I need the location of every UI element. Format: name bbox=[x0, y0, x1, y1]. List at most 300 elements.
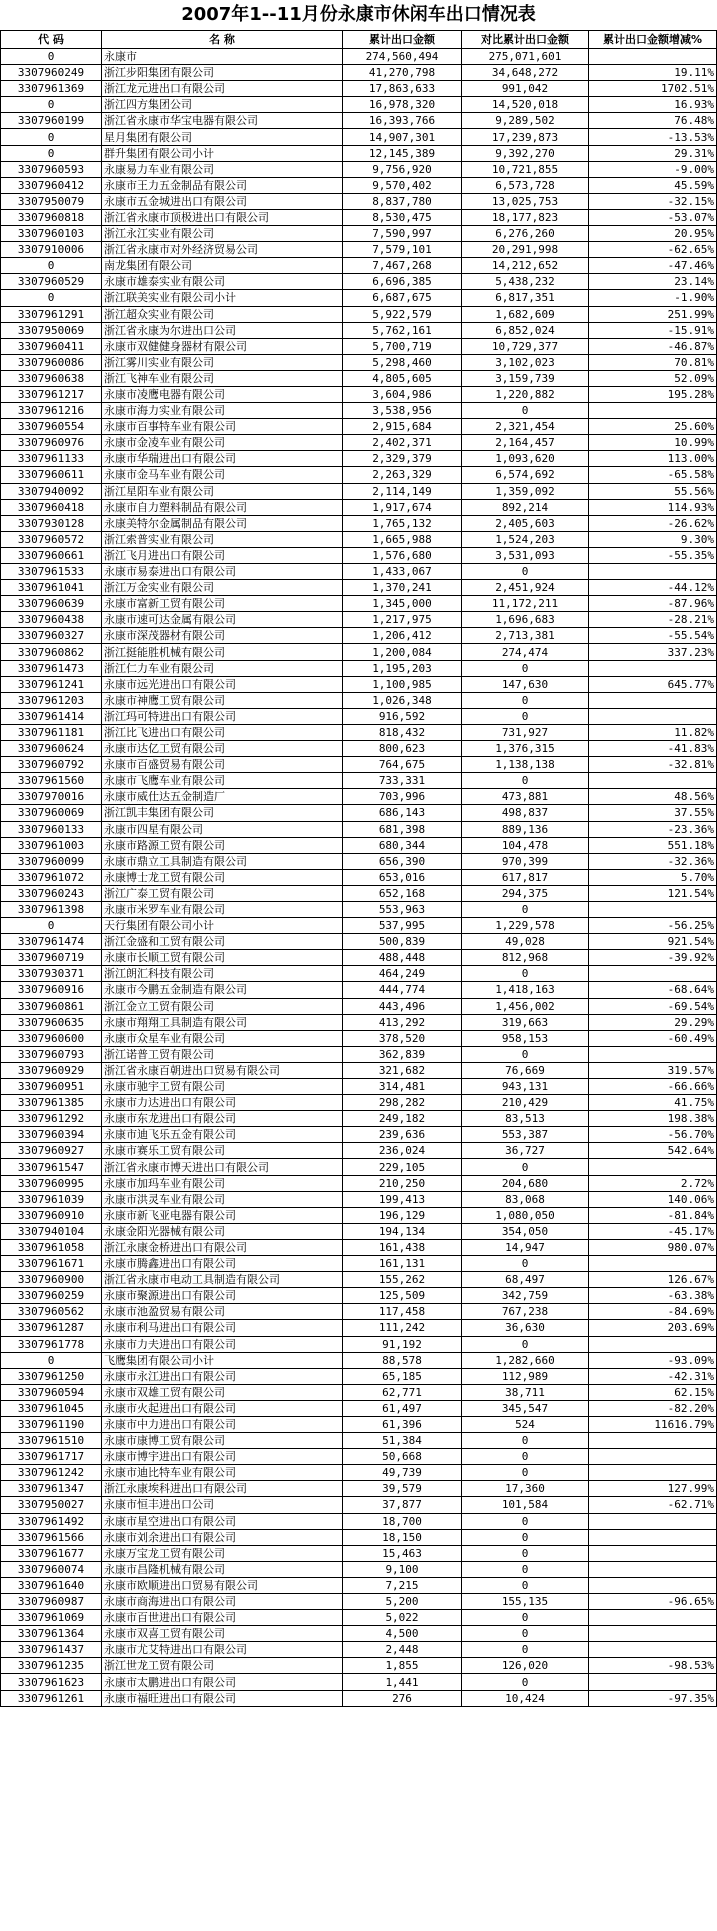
row-change-percent: 29.31% bbox=[589, 145, 717, 161]
row-change-percent: 251.99% bbox=[589, 306, 717, 322]
row-company-name: 永康万宝龙工贸有限公司 bbox=[102, 1545, 343, 1561]
row-comparison-export: 767,238 bbox=[462, 1304, 589, 1320]
row-code: 0 bbox=[1, 129, 102, 145]
row-cumulative-export: 1,195,203 bbox=[343, 660, 462, 676]
table-row bbox=[1, 1191, 717, 1207]
table-row bbox=[1, 161, 717, 177]
row-change-percent: -45.17% bbox=[589, 1223, 717, 1239]
row-code: 3307961671 bbox=[1, 1256, 102, 1272]
table-row bbox=[1, 1288, 717, 1304]
table-row bbox=[1, 1626, 717, 1642]
table-row bbox=[1, 1384, 717, 1400]
table-row bbox=[1, 1143, 717, 1159]
table-row bbox=[1, 1416, 717, 1432]
row-cumulative-export: 818,432 bbox=[343, 724, 462, 740]
row-cumulative-export: 1,370,241 bbox=[343, 580, 462, 596]
row-cumulative-export: 17,863,633 bbox=[343, 81, 462, 97]
table-row bbox=[1, 869, 717, 885]
row-company-name: 永康市博宇进出口有限公司 bbox=[102, 1449, 343, 1465]
row-company-name: 永康市翔翔工具制造有限公司 bbox=[102, 1014, 343, 1030]
row-comparison-export: 0 bbox=[462, 773, 589, 789]
table-row bbox=[1, 306, 717, 322]
row-code: 3307930128 bbox=[1, 515, 102, 531]
row-cumulative-export: 274,560,494 bbox=[343, 49, 462, 65]
row-cumulative-export: 4,500 bbox=[343, 1626, 462, 1642]
row-code: 3307961039 bbox=[1, 1191, 102, 1207]
table-row bbox=[1, 354, 717, 370]
row-change-percent: -56.25% bbox=[589, 918, 717, 934]
row-change-percent: 542.64% bbox=[589, 1143, 717, 1159]
table-row bbox=[1, 1320, 717, 1336]
row-company-name: 永康市永江进出口有限公司 bbox=[102, 1368, 343, 1384]
table-row bbox=[1, 692, 717, 708]
row-change-percent: -66.66% bbox=[589, 1079, 717, 1095]
row-cumulative-export: 5,022 bbox=[343, 1610, 462, 1626]
row-company-name: 浙江永江实业有限公司 bbox=[102, 226, 343, 242]
row-company-name: 浙江索普实业有限公司 bbox=[102, 531, 343, 547]
row-cumulative-export: 125,509 bbox=[343, 1288, 462, 1304]
row-code: 3307960593 bbox=[1, 161, 102, 177]
row-company-name: 永康市洪灵车业有限公司 bbox=[102, 1191, 343, 1207]
header-comparison-export: 对比累计出口金额 bbox=[462, 31, 589, 49]
row-cumulative-export: 50,668 bbox=[343, 1449, 462, 1465]
row-change-percent: -47.46% bbox=[589, 258, 717, 274]
row-code: 3307960259 bbox=[1, 1288, 102, 1304]
row-change-percent: 645.77% bbox=[589, 676, 717, 692]
row-code: 3307960074 bbox=[1, 1561, 102, 1577]
row-comparison-export: 0 bbox=[462, 1561, 589, 1577]
row-cumulative-export: 6,687,675 bbox=[343, 290, 462, 306]
row-code: 3307960594 bbox=[1, 1384, 102, 1400]
row-change-percent: 19.11% bbox=[589, 65, 717, 81]
row-cumulative-export: 686,143 bbox=[343, 805, 462, 821]
row-change-percent bbox=[589, 1046, 717, 1062]
row-change-percent: 20.95% bbox=[589, 226, 717, 242]
row-company-name: 浙江永康埃科进出口有限公司 bbox=[102, 1481, 343, 1497]
row-cumulative-export: 378,520 bbox=[343, 1030, 462, 1046]
row-code: 3307961473 bbox=[1, 660, 102, 676]
row-comparison-export: 34,648,272 bbox=[462, 65, 589, 81]
row-change-percent bbox=[589, 692, 717, 708]
table-row bbox=[1, 1690, 717, 1706]
row-company-name: 南龙集团有限公司 bbox=[102, 258, 343, 274]
row-change-percent: 127.99% bbox=[589, 1481, 717, 1497]
row-company-name: 永康市迪比特车业有限公司 bbox=[102, 1465, 343, 1481]
row-change-percent: -55.54% bbox=[589, 628, 717, 644]
row-cumulative-export: 9,570,402 bbox=[343, 177, 462, 193]
row-comparison-export: 2,164,457 bbox=[462, 435, 589, 451]
row-code: 3307960635 bbox=[1, 1014, 102, 1030]
table-row bbox=[1, 676, 717, 692]
row-company-name: 永康市福旺进出口有限公司 bbox=[102, 1690, 343, 1706]
row-code: 3307960099 bbox=[1, 853, 102, 869]
row-code: 3307960995 bbox=[1, 1175, 102, 1191]
table-row bbox=[1, 1030, 717, 1046]
table-row bbox=[1, 129, 717, 145]
row-code: 3307960638 bbox=[1, 370, 102, 386]
table-row bbox=[1, 982, 717, 998]
row-cumulative-export: 49,739 bbox=[343, 1465, 462, 1481]
row-comparison-export: 1,524,203 bbox=[462, 531, 589, 547]
row-comparison-export: 275,071,601 bbox=[462, 49, 589, 65]
row-code: 3307930371 bbox=[1, 966, 102, 982]
row-comparison-export: 2,321,454 bbox=[462, 419, 589, 435]
row-change-percent: -56.70% bbox=[589, 1127, 717, 1143]
table-row bbox=[1, 724, 717, 740]
row-code: 3307960927 bbox=[1, 1143, 102, 1159]
row-comparison-export: 6,852,024 bbox=[462, 322, 589, 338]
row-comparison-export: 345,547 bbox=[462, 1400, 589, 1416]
row-company-name: 浙江飞神车业有限公司 bbox=[102, 370, 343, 386]
table-row bbox=[1, 1674, 717, 1690]
row-code: 3307960529 bbox=[1, 274, 102, 290]
row-code: 0 bbox=[1, 918, 102, 934]
row-cumulative-export: 1,441 bbox=[343, 1674, 462, 1690]
table-row bbox=[1, 1545, 717, 1561]
row-change-percent: -9.00% bbox=[589, 161, 717, 177]
row-company-name: 浙江省永康市对外经济贸易公司 bbox=[102, 242, 343, 258]
row-company-name: 永康市凌鹰电器有限公司 bbox=[102, 386, 343, 402]
table-row bbox=[1, 1304, 717, 1320]
row-comparison-export: 553,387 bbox=[462, 1127, 589, 1143]
row-comparison-export: 473,881 bbox=[462, 789, 589, 805]
row-change-percent: 980.07% bbox=[589, 1239, 717, 1255]
row-company-name: 浙江仁力车业有限公司 bbox=[102, 660, 343, 676]
row-code: 3307960916 bbox=[1, 982, 102, 998]
row-change-percent: -60.49% bbox=[589, 1030, 717, 1046]
row-change-percent bbox=[589, 1159, 717, 1175]
row-code: 3307961190 bbox=[1, 1416, 102, 1432]
row-change-percent: -81.84% bbox=[589, 1207, 717, 1223]
table-row bbox=[1, 773, 717, 789]
row-cumulative-export: 1,200,084 bbox=[343, 644, 462, 660]
table-row bbox=[1, 1433, 717, 1449]
row-comparison-export: 0 bbox=[462, 1336, 589, 1352]
table-row bbox=[1, 901, 717, 917]
row-company-name: 永康市昌隆机械有限公司 bbox=[102, 1561, 343, 1577]
row-company-name: 浙江飞月进出口有限公司 bbox=[102, 547, 343, 563]
row-cumulative-export: 14,907,301 bbox=[343, 129, 462, 145]
row-cumulative-export: 916,592 bbox=[343, 708, 462, 724]
row-code: 3307961181 bbox=[1, 724, 102, 740]
row-code: 3307960069 bbox=[1, 805, 102, 821]
row-change-percent: -42.31% bbox=[589, 1368, 717, 1384]
row-cumulative-export: 6,696,385 bbox=[343, 274, 462, 290]
row-comparison-export: 2,713,381 bbox=[462, 628, 589, 644]
row-company-name: 永康市双喜工贸有限公司 bbox=[102, 1626, 343, 1642]
table-row bbox=[1, 1256, 717, 1272]
row-code: 3307961717 bbox=[1, 1449, 102, 1465]
row-company-name: 永康市商海进出口有限公司 bbox=[102, 1594, 343, 1610]
row-company-name: 永康博士龙工贸有限公司 bbox=[102, 869, 343, 885]
row-comparison-export: 617,817 bbox=[462, 869, 589, 885]
table-row bbox=[1, 483, 717, 499]
row-comparison-export: 5,438,232 bbox=[462, 274, 589, 290]
row-comparison-export: 991,042 bbox=[462, 81, 589, 97]
row-change-percent bbox=[589, 901, 717, 917]
row-company-name: 浙江广泰工贸有限公司 bbox=[102, 885, 343, 901]
row-change-percent: -46.87% bbox=[589, 338, 717, 354]
row-comparison-export: 274,474 bbox=[462, 644, 589, 660]
row-cumulative-export: 653,016 bbox=[343, 869, 462, 885]
row-code: 3307961250 bbox=[1, 1368, 102, 1384]
row-comparison-export: 9,289,502 bbox=[462, 113, 589, 129]
row-cumulative-export: 91,192 bbox=[343, 1336, 462, 1352]
row-cumulative-export: 443,496 bbox=[343, 998, 462, 1014]
table-row bbox=[1, 757, 717, 773]
row-cumulative-export: 464,249 bbox=[343, 966, 462, 982]
row-change-percent bbox=[589, 1545, 717, 1561]
row-code: 3307961398 bbox=[1, 901, 102, 917]
row-company-name: 浙江玛可特进出口有限公司 bbox=[102, 708, 343, 724]
row-code: 3307961058 bbox=[1, 1239, 102, 1255]
row-company-name: 永康市刘余进出口有限公司 bbox=[102, 1529, 343, 1545]
row-company-name: 永康市路源工贸有限公司 bbox=[102, 837, 343, 853]
table-row bbox=[1, 1465, 717, 1481]
row-code: 3307961364 bbox=[1, 1626, 102, 1642]
row-company-name: 永康市远光进出口有限公司 bbox=[102, 676, 343, 692]
row-cumulative-export: 733,331 bbox=[343, 773, 462, 789]
row-code: 3307960438 bbox=[1, 612, 102, 628]
row-cumulative-export: 61,396 bbox=[343, 1416, 462, 1432]
row-company-name: 浙江星阳车业有限公司 bbox=[102, 483, 343, 499]
table-row bbox=[1, 226, 717, 242]
row-code: 3307950079 bbox=[1, 193, 102, 209]
row-code: 3307960976 bbox=[1, 435, 102, 451]
row-change-percent bbox=[589, 1513, 717, 1529]
row-company-name: 永康市自力塑料制品有限公司 bbox=[102, 499, 343, 515]
row-change-percent: -69.54% bbox=[589, 998, 717, 1014]
table-row bbox=[1, 1610, 717, 1626]
row-cumulative-export: 314,481 bbox=[343, 1079, 462, 1095]
row-code: 3307950027 bbox=[1, 1497, 102, 1513]
row-change-percent bbox=[589, 1610, 717, 1626]
row-comparison-export: 0 bbox=[462, 966, 589, 982]
row-comparison-export: 210,429 bbox=[462, 1095, 589, 1111]
row-company-name: 永康市双雄工贸有限公司 bbox=[102, 1384, 343, 1400]
table-row bbox=[1, 950, 717, 966]
row-change-percent: 9.30% bbox=[589, 531, 717, 547]
row-company-name: 浙江省永康市博天进出口有限公司 bbox=[102, 1159, 343, 1175]
row-change-percent: -13.53% bbox=[589, 129, 717, 145]
row-cumulative-export: 12,145,389 bbox=[343, 145, 462, 161]
row-code: 3307960910 bbox=[1, 1207, 102, 1223]
row-code: 3307960861 bbox=[1, 998, 102, 1014]
row-code: 3307961045 bbox=[1, 1400, 102, 1416]
row-change-percent bbox=[589, 1336, 717, 1352]
export-table bbox=[0, 30, 717, 1707]
row-change-percent: -68.64% bbox=[589, 982, 717, 998]
row-change-percent: -87.96% bbox=[589, 596, 717, 612]
table-row bbox=[1, 596, 717, 612]
row-company-name: 永康市百世进出口有限公司 bbox=[102, 1610, 343, 1626]
row-code: 3307960411 bbox=[1, 338, 102, 354]
row-code: 3307960862 bbox=[1, 644, 102, 660]
row-code: 3307961261 bbox=[1, 1690, 102, 1706]
row-company-name: 永康市池盈贸易有限公司 bbox=[102, 1304, 343, 1320]
row-comparison-export: 889,136 bbox=[462, 821, 589, 837]
row-code: 0 bbox=[1, 49, 102, 65]
row-company-name: 永康市驰宇工贸有限公司 bbox=[102, 1079, 343, 1095]
row-change-percent: 11.82% bbox=[589, 724, 717, 740]
row-change-percent: 45.59% bbox=[589, 177, 717, 193]
row-company-name: 永康市五金城进出口有限公司 bbox=[102, 193, 343, 209]
row-company-name: 浙江万金实业有限公司 bbox=[102, 580, 343, 596]
row-company-name: 永康市威仕达五金制造厂 bbox=[102, 789, 343, 805]
row-cumulative-export: 5,200 bbox=[343, 1594, 462, 1610]
header-change-percent: 累计出口金额增减% bbox=[589, 31, 717, 49]
row-comparison-export: 76,669 bbox=[462, 1062, 589, 1078]
table-row bbox=[1, 531, 717, 547]
row-comparison-export: 1,080,050 bbox=[462, 1207, 589, 1223]
row-code: 0 bbox=[1, 258, 102, 274]
row-cumulative-export: 16,393,766 bbox=[343, 113, 462, 129]
row-company-name: 浙江超众实业有限公司 bbox=[102, 306, 343, 322]
row-change-percent: -39.92% bbox=[589, 950, 717, 966]
row-cumulative-export: 652,168 bbox=[343, 885, 462, 901]
table-row bbox=[1, 966, 717, 982]
row-cumulative-export: 553,963 bbox=[343, 901, 462, 917]
table-row bbox=[1, 467, 717, 483]
row-comparison-export: 68,497 bbox=[462, 1272, 589, 1288]
row-comparison-export: 0 bbox=[462, 564, 589, 580]
row-comparison-export: 101,584 bbox=[462, 1497, 589, 1513]
row-change-percent: 126.67% bbox=[589, 1272, 717, 1288]
row-comparison-export: 342,759 bbox=[462, 1288, 589, 1304]
table-row bbox=[1, 1272, 717, 1288]
row-company-name: 浙江龙元进出口有限公司 bbox=[102, 81, 343, 97]
row-change-percent bbox=[589, 1449, 717, 1465]
row-company-name: 浙江省永康市电动工具制造有限公司 bbox=[102, 1272, 343, 1288]
row-company-name: 永康市百盛贸易有限公司 bbox=[102, 757, 343, 773]
row-cumulative-export: 39,579 bbox=[343, 1481, 462, 1497]
row-cumulative-export: 111,242 bbox=[343, 1320, 462, 1336]
row-company-name: 永康市双健健身器材有限公司 bbox=[102, 338, 343, 354]
row-cumulative-export: 1,917,674 bbox=[343, 499, 462, 515]
table-row bbox=[1, 1642, 717, 1658]
row-comparison-export: 1,696,683 bbox=[462, 612, 589, 628]
row-cumulative-export: 1,433,067 bbox=[343, 564, 462, 580]
row-change-percent: 11616.79% bbox=[589, 1416, 717, 1432]
row-change-percent: 62.15% bbox=[589, 1384, 717, 1400]
row-comparison-export: 36,630 bbox=[462, 1320, 589, 1336]
row-cumulative-export: 413,292 bbox=[343, 1014, 462, 1030]
table-row bbox=[1, 1095, 717, 1111]
row-cumulative-export: 681,398 bbox=[343, 821, 462, 837]
row-cumulative-export: 239,636 bbox=[343, 1127, 462, 1143]
table-row bbox=[1, 1368, 717, 1384]
table-row bbox=[1, 1352, 717, 1368]
row-cumulative-export: 7,579,101 bbox=[343, 242, 462, 258]
table-row bbox=[1, 403, 717, 419]
row-comparison-export: 1,418,163 bbox=[462, 982, 589, 998]
table-row bbox=[1, 1594, 717, 1610]
row-comparison-export: 2,451,924 bbox=[462, 580, 589, 596]
row-code: 3307960412 bbox=[1, 177, 102, 193]
row-cumulative-export: 298,282 bbox=[343, 1095, 462, 1111]
table-row bbox=[1, 708, 717, 724]
row-change-percent: -97.35% bbox=[589, 1690, 717, 1706]
row-company-name: 永康市富新工贸有限公司 bbox=[102, 596, 343, 612]
row-cumulative-export: 117,458 bbox=[343, 1304, 462, 1320]
row-change-percent: 16.93% bbox=[589, 97, 717, 113]
row-change-percent: -32.81% bbox=[589, 757, 717, 773]
row-cumulative-export: 1,576,680 bbox=[343, 547, 462, 563]
row-code: 3307960951 bbox=[1, 1079, 102, 1095]
table-body bbox=[1, 49, 717, 1707]
row-company-name: 永康市今鹏五金制造有限公司 bbox=[102, 982, 343, 998]
row-code: 3307940104 bbox=[1, 1223, 102, 1239]
row-code: 3307961242 bbox=[1, 1465, 102, 1481]
row-change-percent: -44.12% bbox=[589, 580, 717, 596]
table-row bbox=[1, 322, 717, 338]
table-row bbox=[1, 1127, 717, 1143]
row-change-percent bbox=[589, 1561, 717, 1577]
row-change-percent bbox=[589, 1674, 717, 1690]
row-cumulative-export: 5,298,460 bbox=[343, 354, 462, 370]
row-code: 3307961241 bbox=[1, 676, 102, 692]
row-company-name: 永康市雄泰实业有限公司 bbox=[102, 274, 343, 290]
row-code: 3307961203 bbox=[1, 692, 102, 708]
row-code: 3307961069 bbox=[1, 1610, 102, 1626]
row-comparison-export: 1,359,092 bbox=[462, 483, 589, 499]
row-code: 3307961414 bbox=[1, 708, 102, 724]
table-row bbox=[1, 242, 717, 258]
row-comparison-export: 6,573,728 bbox=[462, 177, 589, 193]
row-comparison-export: 17,239,873 bbox=[462, 129, 589, 145]
table-row bbox=[1, 435, 717, 451]
row-code: 3307961492 bbox=[1, 1513, 102, 1529]
table-row bbox=[1, 274, 717, 290]
row-comparison-export: 0 bbox=[462, 660, 589, 676]
table-row bbox=[1, 209, 717, 225]
row-cumulative-export: 1,665,988 bbox=[343, 531, 462, 547]
row-company-name: 永康市四星有限公司 bbox=[102, 821, 343, 837]
row-change-percent bbox=[589, 49, 717, 65]
row-comparison-export: 83,513 bbox=[462, 1111, 589, 1127]
row-change-percent: -28.21% bbox=[589, 612, 717, 628]
table-row bbox=[1, 177, 717, 193]
row-comparison-export: 892,214 bbox=[462, 499, 589, 515]
row-comparison-export: 0 bbox=[462, 1046, 589, 1062]
row-company-name: 永康市聚源进出口有限公司 bbox=[102, 1288, 343, 1304]
row-company-name: 永康市 bbox=[102, 49, 343, 65]
row-change-percent: -82.20% bbox=[589, 1400, 717, 1416]
row-change-percent: 76.48% bbox=[589, 113, 717, 129]
table-row bbox=[1, 1239, 717, 1255]
row-cumulative-export: 703,996 bbox=[343, 789, 462, 805]
row-cumulative-export: 62,771 bbox=[343, 1384, 462, 1400]
row-cumulative-export: 1,765,132 bbox=[343, 515, 462, 531]
table-row bbox=[1, 628, 717, 644]
row-code: 3307960103 bbox=[1, 226, 102, 242]
row-code: 3307961287 bbox=[1, 1320, 102, 1336]
row-company-name: 永康市腾鑫进出口有限公司 bbox=[102, 1256, 343, 1272]
row-company-name: 永康市深茂器材有限公司 bbox=[102, 628, 343, 644]
row-company-name: 永康美特尔金属制品有限公司 bbox=[102, 515, 343, 531]
row-cumulative-export: 2,448 bbox=[343, 1642, 462, 1658]
row-company-name: 永康市飞鹰车业有限公司 bbox=[102, 773, 343, 789]
row-change-percent bbox=[589, 1626, 717, 1642]
row-code: 3307960394 bbox=[1, 1127, 102, 1143]
row-comparison-export: 354,050 bbox=[462, 1223, 589, 1239]
row-comparison-export: 3,102,023 bbox=[462, 354, 589, 370]
row-comparison-export: 0 bbox=[462, 1256, 589, 1272]
row-company-name: 永康市加玛车业有限公司 bbox=[102, 1175, 343, 1191]
row-change-percent bbox=[589, 773, 717, 789]
row-change-percent: 921.54% bbox=[589, 934, 717, 950]
row-cumulative-export: 155,262 bbox=[343, 1272, 462, 1288]
